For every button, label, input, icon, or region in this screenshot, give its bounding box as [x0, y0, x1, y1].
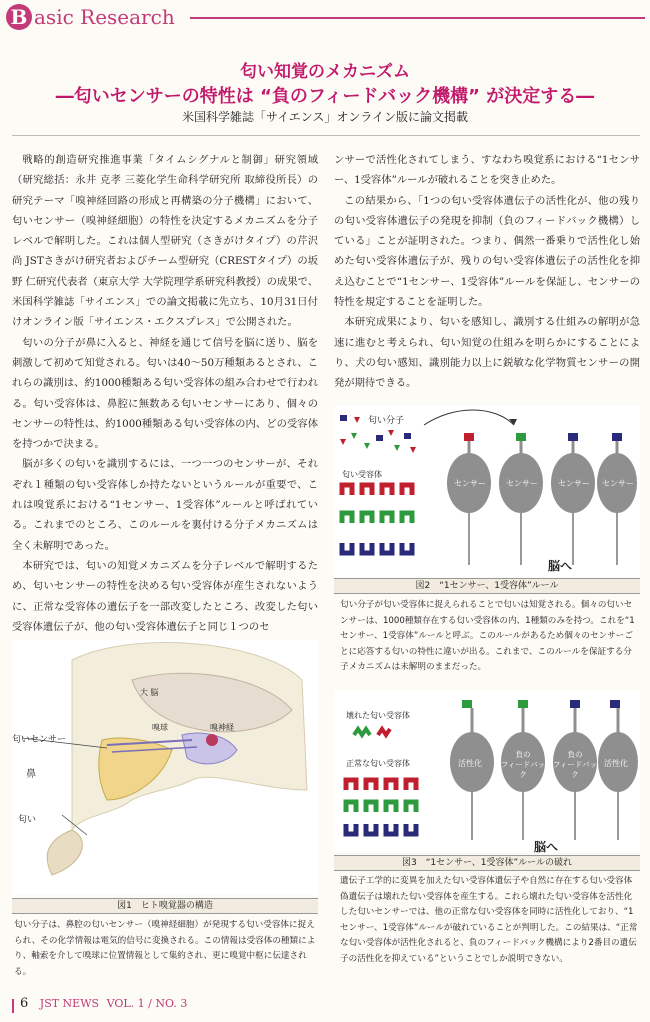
sensor-label: センサー: [602, 479, 634, 488]
figure-1: [12, 640, 318, 895]
paragraph: 本研究成果により、匂いを感知し、識別する仕組みの解明が急速に進むと考えられ、匂い知覚の仕組みを明らかにすることにより、犬の匂い感知、識別能力以上に鋭敏な化学物質センサーの開発が期待できる。: [334, 316, 640, 390]
figure-3-description: 遺伝子工学的に変異を加えた匂い受容体遺伝子や自然に存在する匂い受容体偽遺伝子は壊れた匂い受容体を産生する。これら壊れた匂い受容体を活性化した匂いセンサーでは、他の正常な匂い受容体を同時に活性化しており、“1センサー、1受容体”ルールが破れていることが判明した。この結果は、“正常な匂い受容体が活性化されると、負のフィードバック機構により2番目の遺伝子の活性化を抑えている”ということでしか説明できない。: [340, 876, 638, 964]
volume-number: VOL. 1 / NO. 3: [106, 997, 188, 1010]
label-brain: 大 脳: [140, 688, 159, 697]
label-nerve: 嗅神経: [210, 723, 234, 732]
figure-2-caption: 図2 “1センサー、1受容体”ルール: [334, 578, 640, 594]
label-sensor: 匂いセンサー: [12, 735, 67, 745]
to-brain-label: 脳へ: [548, 559, 573, 573]
activation-label: 活性化: [604, 759, 628, 768]
feedback-label: [552, 750, 598, 780]
paragraph: 本研究では、匂いの知覚メカニズムを分子レベルで解明するため、匂いセンサーの特性を決める匂い受容体が産生されないように、正常な受容体の遺伝子を一部改変したところ、改変した匂い受容体遺伝子が、他の匂い受容体遺伝子と同じ１つのセ: [12, 559, 318, 633]
feedback-label-line2: フィードバック: [552, 760, 598, 779]
body-column-left: [12, 150, 318, 637]
article-title: 匂い知覚のメカニズム: [240, 62, 410, 82]
figure-2: [334, 405, 640, 577]
broken-receptor-label: 壊れた匂い受容体: [346, 711, 410, 720]
article-subheading: 米国科学雑誌「サイエンス」オンライン版に論文掲載: [182, 110, 468, 124]
normal-receptors: [346, 780, 416, 834]
feedback-label: [500, 750, 546, 780]
journal-name: JST NEWS: [39, 997, 100, 1010]
normal-receptor-label: 正常な匂い受容体: [346, 759, 410, 768]
sensor-label: センサー: [506, 479, 538, 488]
article-subtitle-main: ―匂いセンサーの特性は “負のフィードバック機構” が決定する―: [55, 86, 595, 107]
broken-receptors: [354, 729, 390, 735]
odor-molecule-label: 匂い分子: [368, 416, 405, 426]
section-label: asic Research: [34, 5, 175, 29]
header-rule: [190, 17, 645, 19]
paragraph: 戦略的創造研究推進事業「タイムシグナルと制御」研究領域（研究総括：永井 克孝 三菱化学生命科学研究所 取締役所長）の研究テーマ「嗅神経回路の形成と再構築の分子機構」において、匂いセンサー（嗅神経細胞）の特性を決定するメカニズムを分子レベルで解明した。これは個人型研究（さきがけタイプ）の芹沢 尚 JSTさきがけ研究者およびチーム型研究（CRESTタイプ）の坂野 仁研究代表者（東京大学 大学院理学系研究科教授）の成果で、米国科学雑誌「サイエンス」での論文掲載に先立ち、10月31日付けオンライン版「サイエンス・エクスプレス」で公開された。: [12, 154, 318, 329]
paragraph: 匂いの分子が鼻に入ると、神経を通じて信号を脳に送り、脳を刺激して初めて知覚される。匂いは40～50万種類あるとされ、これらの識別は、約1000種類ある匂い受容体の組み合わせで行われる。匂い受容体は、鼻腔に無数ある匂いセンサーにあり、個々のセンサーの特性は、約1000種類ある匂い受容体の内、どの受容体を持つかで決まる。: [12, 336, 318, 451]
footer: [12, 996, 187, 1011]
figure-1-description: 匂い分子は、鼻腔の匂いセンサー（嗅神経細胞）が発現する匂い受容体に捉えられ、その化学情報は電気的信号に変換される。この情報は受容体の種類により、軸索を介して嗅球に位置情報として集約され、更に嗅覚中枢に伝達される。: [14, 920, 316, 977]
to-brain-label: 脳へ: [534, 840, 559, 854]
section-initial-badge: B: [6, 4, 32, 30]
paragraph: 脳が多くの匂いを識別するには、一つ一つのセンサーが、それぞれ１種類の匂い受容体しか持たないというルールが重要で、これは嗅覚系における“1センサー、1受容体”ルールと呼ばれている。これまでのところ、このルールを裏付ける分子メカニズムは全く未解明であった。: [12, 458, 318, 552]
sensor-label: センサー: [454, 479, 486, 488]
figure-1-caption: 図1 ヒト嗅覚器の構造: [12, 898, 318, 914]
page-number: 6: [20, 996, 29, 1011]
receptor-grid: [342, 485, 412, 553]
label-scent: 匂い: [18, 815, 37, 825]
feedback-label-line2: フィードバック: [500, 760, 546, 779]
receptor-label: 匂い受容体: [342, 470, 382, 479]
feedback-label-line1: 負の: [515, 750, 531, 759]
one-sensor-one-receptor-diagram: [334, 405, 640, 577]
sensors: [447, 433, 637, 565]
label-bulb: 嗅球: [152, 723, 168, 732]
label-nose: 鼻: [26, 769, 36, 780]
title-divider: [12, 135, 640, 136]
sensor-label: センサー: [558, 479, 590, 488]
body-column-right: [334, 150, 640, 394]
figure-3-caption: 図3 “1センサー、1受容体”ルールの破れ: [334, 855, 640, 871]
paragraph: この結果から、「1つの匂い受容体遺伝子の活性化が、他の残りの匂い受容体遺伝子の発現を抑制（負のフィードバック機構）している」ことが証明された。つまり、偶然一番乗りで活性化し始めた匂い受容体遺伝子が、残りの匂い受容体遺伝子の活性化を抑え込むことで“1センサー、1受容体”ルールを保証し、センサーの特性を規定することを証明した。: [334, 194, 640, 309]
figure-3: [334, 690, 640, 853]
paragraph: ンサーで活性化されてしまう、すなわち嗅覚系における“1センサー、1受容体”ルールが破れることを突き止めた。: [334, 154, 640, 187]
nasal-anatomy-illustration: [12, 640, 318, 895]
activation-label: 活性化: [458, 759, 482, 768]
figure-2-description: 匂い分子が匂い受容体に捉えられることで匂いは知覚される。個々の匂いセンサーは、1000種類存在する匂い受容体の内、1種類のみを持つ。これを“1センサー、1受容体”ルールと呼ぶ。このルールがあるため個々のセンサーごとに応答する匂いの特性に違いが出る。これまで、このルールを保証する分子メカニズムは未解明のままだった。: [340, 600, 635, 672]
feedback-label-line1: 負の: [567, 750, 583, 759]
